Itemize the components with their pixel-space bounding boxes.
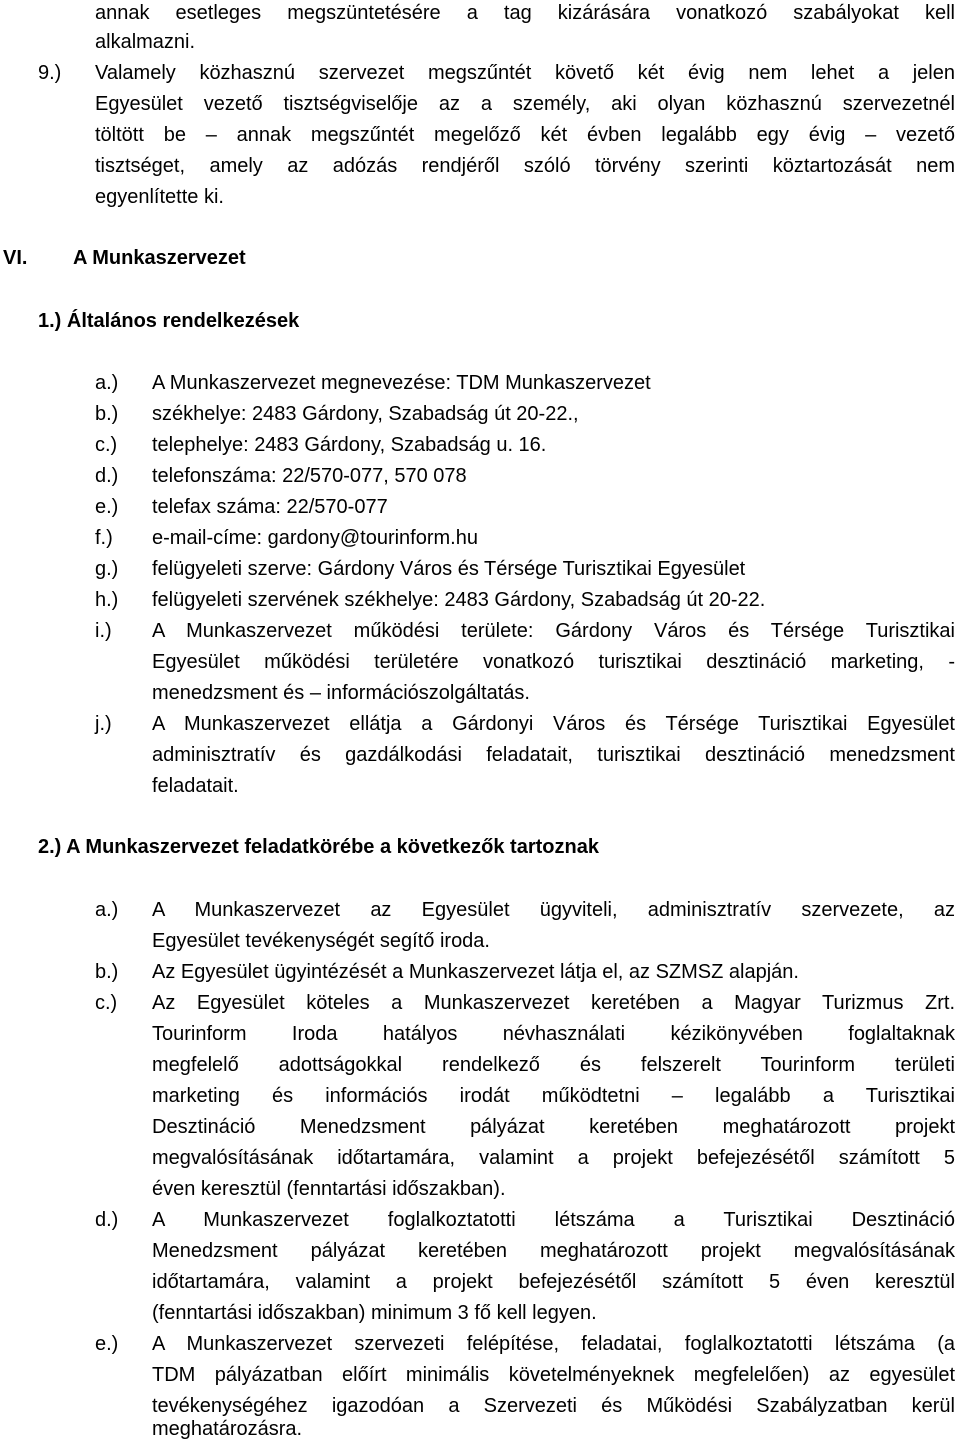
point-9-line: Egyesület vezető tisztségviselője az a személy, aki olyan közhasznú szervezetnél [95, 93, 955, 115]
intro-line: alkalmazni. [95, 31, 196, 53]
list-item-text: tevékenységéhez igazodóan a Szervezeti és Működési Szabályzatban kerül [152, 1395, 955, 1417]
list-item-text: Egyesület működési területére vonatkozó turisztikai desztináció marketing, - [152, 651, 955, 673]
list-item-text: éven keresztül (fenntartási időszakban). [152, 1178, 506, 1200]
list-item-text: megvalósításának időtartamára, valamint a projekt befejezésétől számított 5 [152, 1147, 955, 1169]
point-9-label: 9.) [38, 62, 62, 84]
list-item-text: Menedzsment pályázat keretében meghatározott projekt megvalósításának [152, 1240, 955, 1262]
point-9-line: egyenlítette ki. [95, 186, 224, 208]
list-item-label: c.) [95, 992, 118, 1014]
list-item-text: telephelye: 2483 Gárdony, Szabadság u. 16. [152, 434, 547, 456]
list-item-text: (fenntartási időszakban) minimum 3 fő kell legyen. [152, 1302, 597, 1324]
list-item-text: A Munkaszervezet foglalkoztatotti létszáma a Turisztikai Desztináció [152, 1209, 955, 1231]
section-title: A Munkaszervezet [73, 247, 246, 269]
list-item-text: Desztináció Menedzsment pályázat keretében meghatározott projekt [152, 1116, 955, 1138]
list-item-text: A Munkaszervezet működési területe: Gárdony Város és Térsége Turisztikai [152, 620, 955, 642]
list-item-label: h.) [95, 589, 119, 611]
list-item-label: f.) [95, 527, 113, 549]
list-item-label: e.) [95, 1333, 119, 1355]
point-9-line: Valamely közhasznú szervezet megszűntét követő két évig nem lehet a jelen [95, 62, 955, 84]
list-item-text: menedzsment és – információszolgáltatás. [152, 682, 530, 704]
list-item-text: Az Egyesület ügyintézését a Munkaszervezet látja el, az SZMSZ alapján. [152, 961, 799, 983]
list-item-label: j.) [95, 713, 112, 735]
list-item-text: telefonszáma: 22/570-077, 570 078 [152, 465, 467, 487]
list-item-label: b.) [95, 961, 119, 983]
list-item-text: Egyesület tevékenységét segítő iroda. [152, 930, 490, 952]
list-item-label: i.) [95, 620, 112, 642]
list-item-text: megfelelő adottságokkal rendelkező és felszerelt Tourinform területi [152, 1054, 955, 1076]
list-item-text: A Munkaszervezet ellátja a Gárdonyi Város és Térsége Turisztikai Egyesület [152, 713, 955, 735]
list-item-label: a.) [95, 372, 119, 394]
list-item-label: c.) [95, 434, 118, 456]
list-item-label: e.) [95, 496, 119, 518]
list-item-text: A Munkaszervezet szervezeti felépítése, feladatai, foglalkoztatotti létszáma (a [152, 1333, 955, 1355]
list-item-text: e-mail-címe: gardony@tourinform.hu [152, 527, 478, 549]
list-item-label: b.) [95, 403, 119, 425]
list-item-text: TDM pályázatban előírt minimális követelményeknek megfelelően) az egyesület [152, 1364, 955, 1386]
list-item-label: d.) [95, 1209, 119, 1231]
subsection-1-title: 1.) Általános rendelkezések [38, 310, 300, 332]
list-item-text: adminisztratív és gazdálkodási feladatait, turisztikai desztináció menedzsment [152, 744, 955, 766]
list-item-label: a.) [95, 899, 119, 921]
list-item-text: marketing és információs irodát működtetni – legalább a Turisztikai [152, 1085, 955, 1107]
list-item-text: A Munkaszervezet megnevezése: TDM Munkaszervezet [152, 372, 651, 394]
list-item-text: székhelye: 2483 Gárdony, Szabadság út 20-22., [152, 403, 579, 425]
list-item-text: telefax száma: 22/570-077 [152, 496, 388, 518]
list-item-text: Tourinform Iroda hatályos névhasználati kézikönyvében foglaltaknak [152, 1023, 955, 1045]
subsection-2-title: 2.) A Munkaszervezet feladatkörébe a következők tartoznak [38, 836, 599, 858]
list-item-text: időtartamára, valamint a projekt befejezésétől számított 5 éven keresztül [152, 1271, 955, 1293]
list-item-text: felügyeleti szervének székhelye: 2483 Gárdony, Szabadság út 20-22. [152, 589, 766, 611]
list-item-text: A Munkaszervezet az Egyesület ügyviteli, adminisztratív szervezete, az [152, 899, 955, 921]
list-item-label: d.) [95, 465, 119, 487]
list-item-text: Az Egyesület köteles a Munkaszervezet keretében a Magyar Turizmus Zrt. [152, 992, 955, 1014]
list-item-text: felügyeleti szerve: Gárdony Város és Térsége Turisztikai Egyesület [152, 558, 746, 580]
point-9-line: tisztséget, amely az adózás rendjéről szóló törvény szerinti köztartozását nem [95, 155, 955, 177]
section-number: VI. [3, 247, 28, 269]
intro-line: annak esetleges megszüntetésére a tag kizárására vonatkozó szabályokat kell [95, 2, 955, 24]
list-item-text: meghatározásra. [152, 1418, 303, 1440]
list-item-text: feladatait. [152, 775, 239, 797]
point-9-line: töltött be – annak megszűntét megelőző két évben legalább egy évig – vezető [95, 124, 955, 146]
list-item-label: g.) [95, 558, 119, 580]
